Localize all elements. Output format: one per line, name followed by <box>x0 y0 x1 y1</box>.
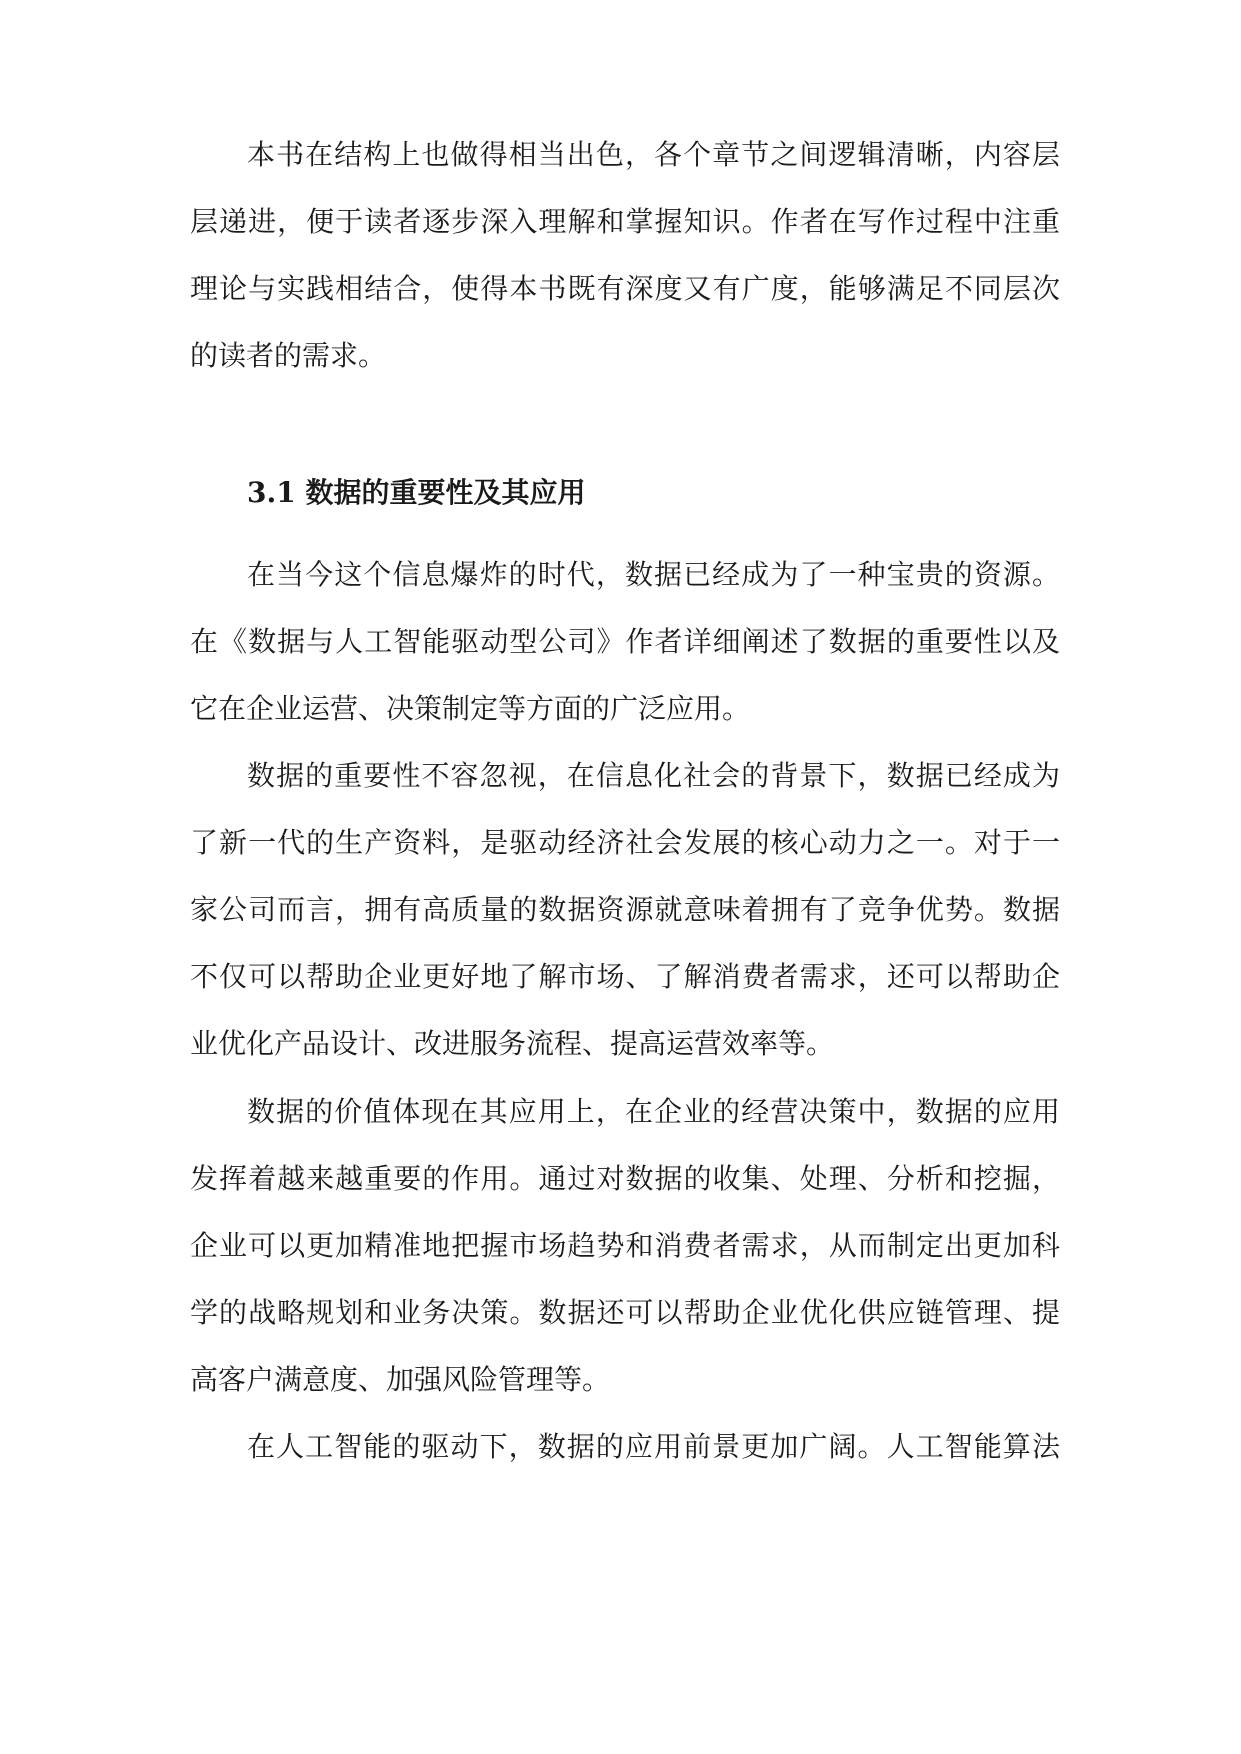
section-heading: 3.1 数据的重要性及其应用 <box>247 476 586 509</box>
paragraph-line: 学的战略规划和业务决策。数据还可以帮助企业优化供应链管理、提 <box>190 1296 1060 1329</box>
paragraph-line: 企业可以更加精准地把握市场趋势和消费者需求，从而制定出更加科 <box>190 1229 1060 1262</box>
paragraph-line: 了新一代的生产资料，是驱动经济社会发展的核心动力之一。对于一 <box>190 826 1060 859</box>
paragraph-line: 数据的重要性不容忽视，在信息化社会的背景下，数据已经成为 <box>247 759 1060 792</box>
paragraph-line: 在人工智能的驱动下，数据的应用前景更加广阔。人工智能算法 <box>247 1430 1060 1463</box>
paragraph-line: 在《数据与人工智能驱动型公司》作者详细阐述了数据的重要性以及 <box>190 625 1060 658</box>
paragraph-line: 层递进，便于读者逐步深入理解和掌握知识。作者在写作过程中注重 <box>190 205 1060 238</box>
paragraph-line: 家公司而言，拥有高质量的数据资源就意味着拥有了竞争优势。数据 <box>190 893 1060 926</box>
paragraph-line: 高客户满意度、加强风险管理等。 <box>190 1363 611 1396</box>
paragraph-line: 在当今这个信息爆炸的时代，数据已经成为了一种宝贵的资源。 <box>247 558 1060 591</box>
paragraph-line: 的读者的需求。 <box>190 339 387 372</box>
paragraph-line: 业优化产品设计、改进服务流程、提高运营效率等。 <box>190 1027 835 1060</box>
paragraph-line: 数据的价值体现在其应用上，在企业的经营决策中，数据的应用 <box>247 1095 1060 1128</box>
paragraph-line: 它在企业运营、决策制定等方面的广泛应用。 <box>190 692 751 725</box>
paragraph-line: 不仅可以帮助企业更好地了解市场、了解消费者需求，还可以帮助企 <box>190 960 1060 993</box>
paragraph-line: 本书在结构上也做得相当出色，各个章节之间逻辑清晰，内容层 <box>247 138 1060 171</box>
paragraph-line: 理论与实践相结合，使得本书既有深度又有广度，能够满足不同层次 <box>190 272 1060 305</box>
paragraph-line: 发挥着越来越重要的作用。通过对数据的收集、处理、分析和挖掘， <box>190 1162 1060 1195</box>
